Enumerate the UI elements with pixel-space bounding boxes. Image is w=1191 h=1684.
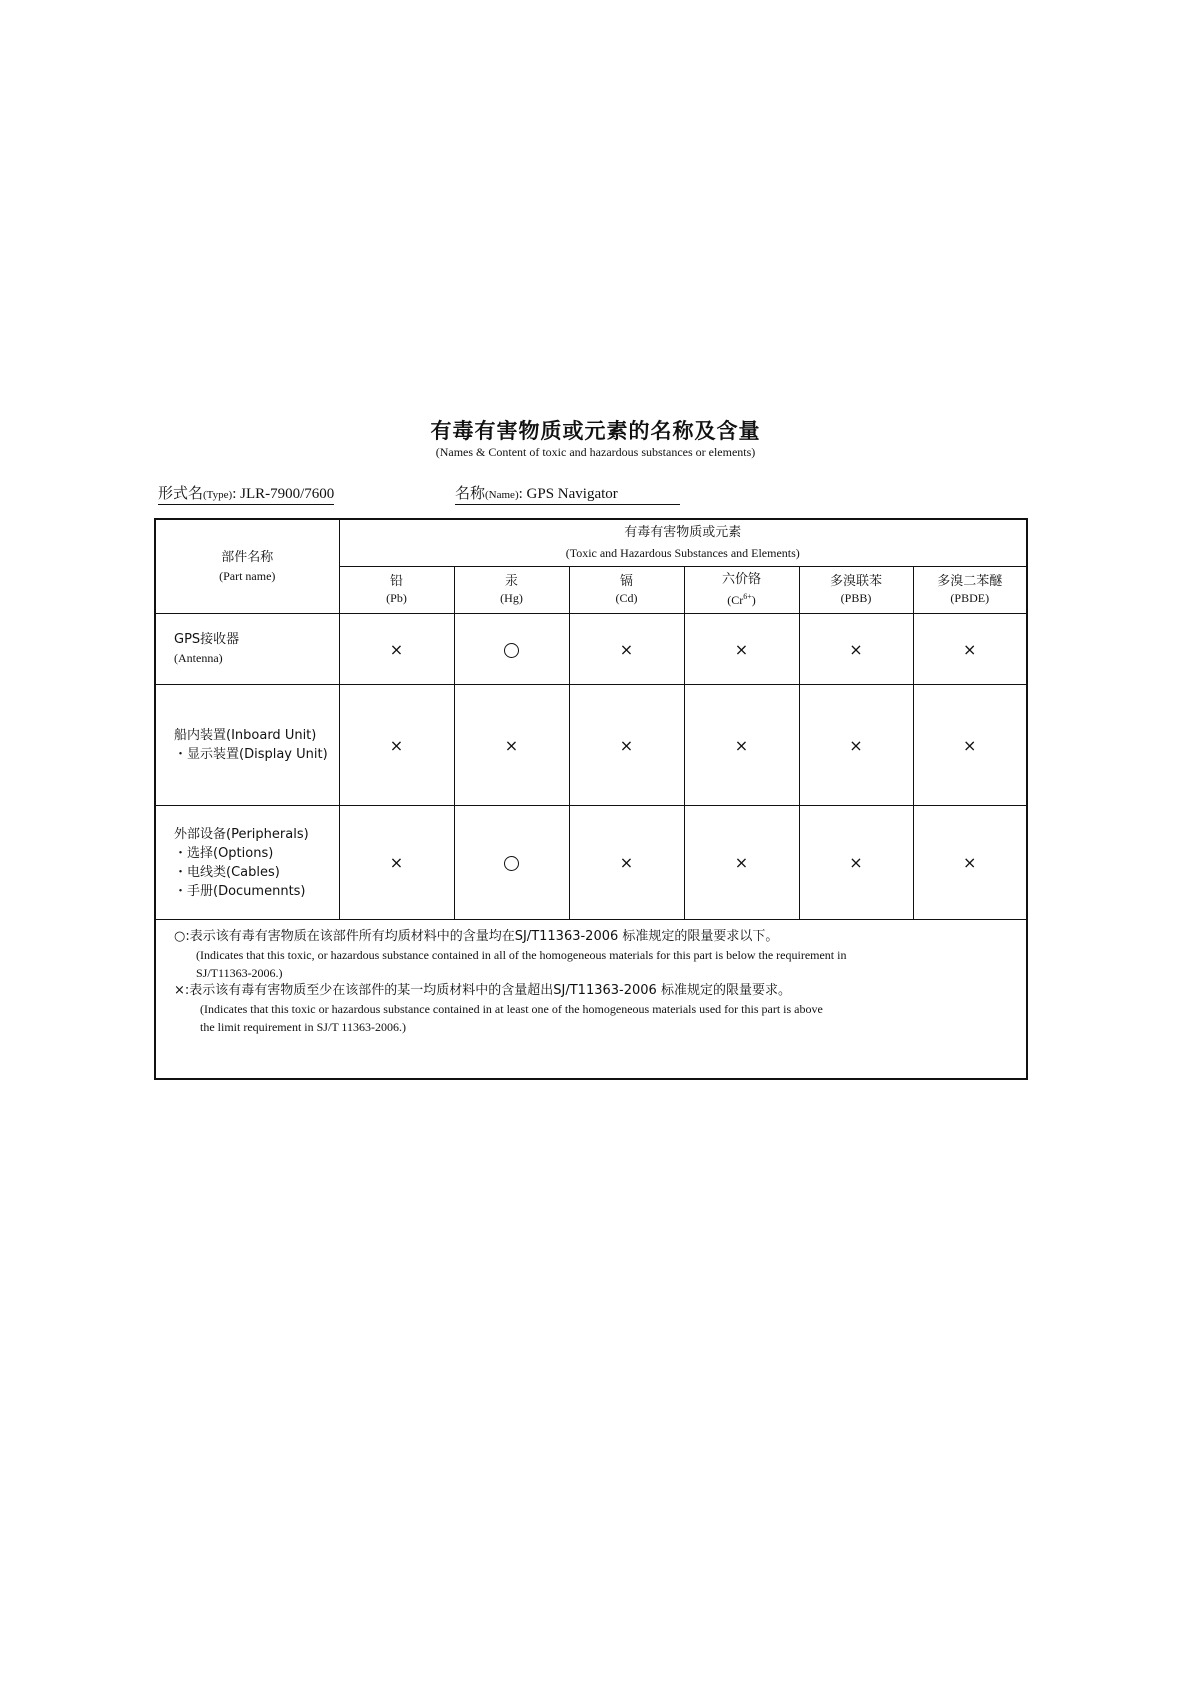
part-header-cn: 部件名称 (221, 549, 274, 565)
name-separator: : (518, 486, 523, 502)
substance-header-hg (454, 567, 569, 614)
table-row-inboard-unit (155, 685, 1027, 806)
part-line: 外部设备(Peripherals) (174, 826, 309, 842)
table-row-peripherals (155, 806, 1027, 920)
mark-cross: × (569, 614, 684, 685)
part-name-cell (155, 806, 339, 920)
name-label-en: (Name) (485, 489, 519, 501)
part-name-header (155, 519, 339, 614)
type-value: JLR-7900/7600 (240, 486, 335, 502)
name-label-cn: 名称 (455, 484, 486, 502)
mark-cross: × (684, 685, 799, 806)
substance-en: (PBB) (840, 591, 872, 605)
mark-cross: × (913, 806, 1027, 920)
substances-group-header (339, 519, 1027, 567)
name-field (455, 482, 680, 505)
mark-cross: × (913, 685, 1027, 806)
part-line: ・选择(Options) (174, 845, 274, 861)
substance-en: (Pb) (386, 591, 407, 605)
part-line: ・电线类(Cables) (174, 864, 280, 880)
note-circle-en: (Indicates that this toxic, or hazardous substance contained in all of the homogeneous materials for this part is below the requirement in (196, 948, 847, 962)
substance-en: (Cd) (615, 591, 638, 605)
note-circle-cn: ○:表示该有毒有害物质在该部件所有均质材料中的含量均在SJ/T11363-2006 标准规定的限量要求以下。 (174, 929, 779, 944)
mark-cross: × (799, 614, 913, 685)
mark-cross: × (684, 614, 799, 685)
group-header-cn: 有毒有害物质或元素 (624, 525, 742, 540)
type-separator: : (232, 486, 237, 502)
substance-en-pre: (Cr (727, 593, 744, 607)
note-circle-en: SJ/T11363-2006.) (196, 966, 283, 980)
part-line: GPS接收器 (174, 632, 240, 647)
substance-cn: 六价铬 (721, 572, 761, 587)
mark-cross: × (569, 685, 684, 806)
mark-cross: × (799, 806, 913, 920)
hazardous-substances-table (154, 518, 1028, 1080)
substance-header-cr6 (684, 567, 799, 614)
note-cross-en: (Indicates that this toxic or hazardous substance contained in at least one of the homogeneous materials used for this part is above (200, 1002, 823, 1016)
substance-header-pb (339, 567, 454, 614)
mark-cross: × (339, 614, 454, 685)
circle-mark-icon (504, 643, 519, 658)
mark-cross: × (569, 806, 684, 920)
part-line: (Antenna) (174, 651, 223, 665)
legend-notes (155, 920, 1027, 1080)
document-title: 有毒有害物质或元素的名称及含量 (430, 419, 761, 443)
note-cross-en: the limit requirement in SJ/T 11363-2006.) (200, 1020, 406, 1034)
part-name-cell (155, 614, 339, 685)
mark-circle (454, 614, 569, 685)
substance-cn: 多溴联苯 (829, 574, 882, 589)
table-row-antenna (155, 614, 1027, 685)
part-line: ・显示装置(Display Unit) (174, 747, 328, 762)
type-label-cn: 形式名 (158, 484, 204, 502)
type-label-en: (Type) (203, 489, 233, 501)
substance-cn: 汞 (504, 574, 518, 589)
mark-cross: × (339, 685, 454, 806)
part-name-cell (155, 685, 339, 806)
substance-cn: 镉 (619, 574, 633, 589)
substance-cn: 铅 (389, 574, 403, 589)
document-subtitle: (Names & Content of toxic and hazardous substances or elements) (435, 445, 756, 459)
substance-en: (PBDE) (950, 591, 990, 605)
mark-cross: × (913, 614, 1027, 685)
name-value: GPS Navigator (526, 486, 618, 502)
part-line: 船内装置(Inboard Unit) (174, 728, 317, 743)
substance-cn: 多溴二苯醚 (937, 574, 1003, 589)
mark-circle (454, 806, 569, 920)
substance-header-pbb (799, 567, 913, 614)
mark-cross: × (339, 806, 454, 920)
substance-header-cd (569, 567, 684, 614)
part-header-en: (Part name) (219, 568, 276, 583)
part-line: ・手册(Documennts) (174, 883, 306, 899)
note-cross-cn: ×:表示该有毒有害物质至少在该部件的某一均质材料中的含量超出SJ/T11363-2006 标准规定的限量要求。 (174, 983, 791, 998)
group-header-en: (Toxic and Hazardous Substances and Elements) (565, 546, 800, 560)
mark-cross: × (799, 685, 913, 806)
mark-cross: × (454, 685, 569, 806)
substance-en-sup: 6+ (743, 592, 752, 601)
type-field (158, 482, 334, 505)
mark-cross: × (684, 806, 799, 920)
substance-en: (Hg) (500, 591, 523, 605)
substance-en-post: ) (751, 593, 756, 607)
circle-mark-icon (504, 856, 519, 871)
substance-en (685, 588, 799, 609)
substance-header-pbde (913, 567, 1027, 614)
